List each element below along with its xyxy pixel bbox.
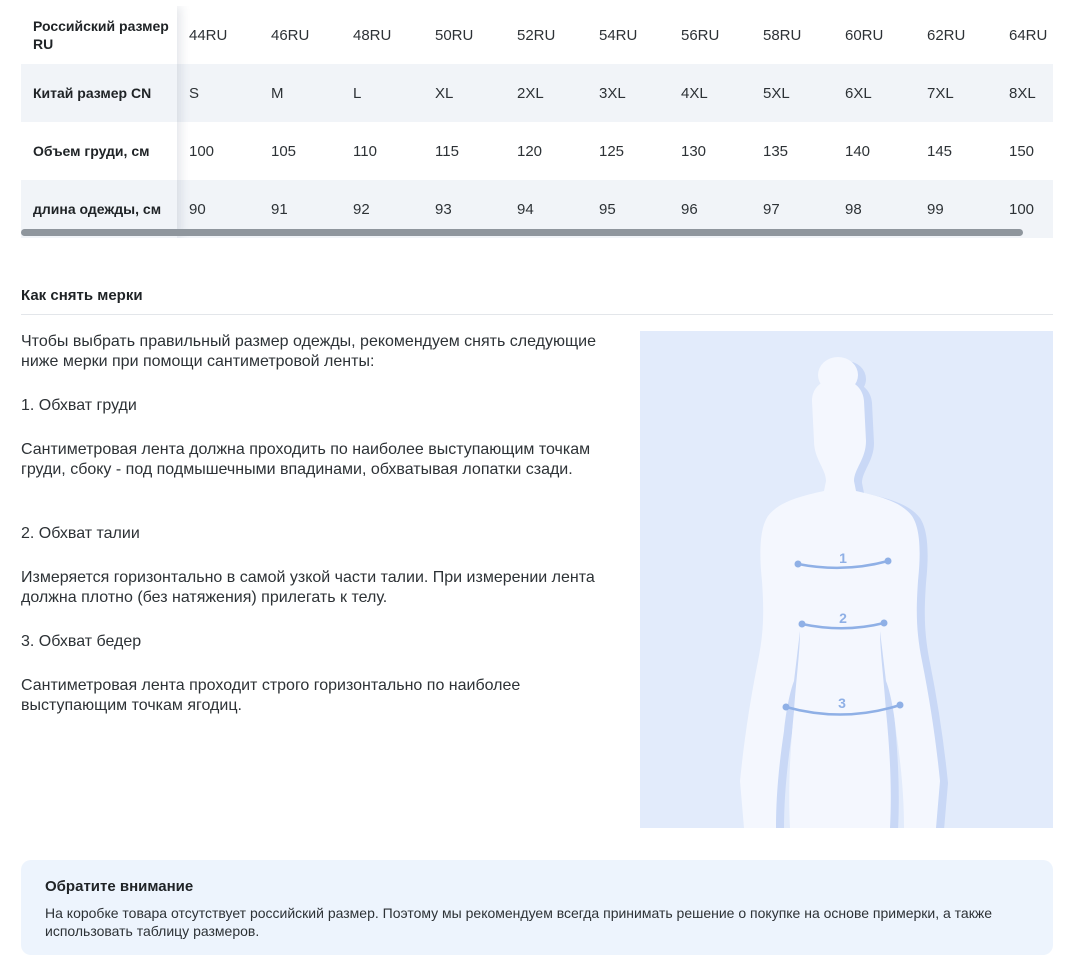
- table-cell: 8XL: [1009, 84, 1036, 102]
- table-cell: 92: [353, 200, 370, 218]
- table-cell: 90: [189, 200, 206, 218]
- table-row-cn-size: [21, 64, 1053, 122]
- table-cell: 6XL: [845, 84, 872, 102]
- row-label: длина одежды, см: [21, 180, 177, 238]
- row-label: Китай размер CN: [21, 64, 177, 122]
- table-cell: 105: [271, 142, 297, 160]
- table-cell: XL: [435, 84, 454, 102]
- table-cell: 46RU: [271, 26, 310, 44]
- table-cell: 130: [681, 142, 707, 160]
- waist-heading: 2. Обхват талии: [21, 525, 140, 542]
- notice-title: Обратите внимание: [45, 878, 194, 895]
- table-cell: 48RU: [353, 26, 392, 44]
- section-title: Как снять мерки: [21, 287, 143, 304]
- table-cell: L: [353, 84, 362, 102]
- table-cell: 100: [1009, 200, 1035, 218]
- table-cell: S: [189, 84, 200, 102]
- table-cell: 60RU: [845, 26, 884, 44]
- table-cell: 125: [599, 142, 625, 160]
- chest-text: Сантиметровая лента должна проходить по наиболее выступающим точкам груди, сбоку - под подмышечными впадинами, обхватывая лопатки сзади.: [21, 441, 591, 478]
- female-silhouette-icon: [640, 331, 1053, 828]
- table-cell: 58RU: [763, 26, 802, 44]
- table-row-ru-size: [21, 6, 1053, 64]
- table-cell: 95: [599, 200, 616, 218]
- table-cell: 99: [927, 200, 944, 218]
- hips-text: Сантиметровая лента проходит строго горизонтально по наиболее выступающим точкам ягодиц.: [21, 677, 521, 714]
- table-cell: 110: [353, 142, 377, 160]
- row-label: Объем груди, см: [21, 122, 177, 180]
- table-horizontal-scrollbar[interactable]: [21, 229, 1023, 236]
- table-cell: 4XL: [681, 84, 708, 102]
- table-cell: 150: [1009, 142, 1035, 160]
- table-cell: 140: [845, 142, 871, 160]
- notice-box: [21, 860, 1053, 955]
- table-row-chest: [21, 122, 1053, 180]
- scrollbar-thumb[interactable]: [21, 229, 1023, 236]
- table-cell: 94: [517, 200, 534, 218]
- table-cell: 64RU: [1009, 26, 1048, 44]
- table-cell: 93: [435, 200, 452, 218]
- table-cell: 62RU: [927, 26, 966, 44]
- hips-heading: 3. Обхват бедер: [21, 633, 142, 650]
- table-cell: 50RU: [435, 26, 474, 44]
- table-cell: 54RU: [599, 26, 638, 44]
- table-cell: 98: [845, 200, 862, 218]
- table-cell: 145: [927, 142, 953, 160]
- section-divider: [21, 314, 1053, 315]
- table-cell: 56RU: [681, 26, 720, 44]
- marker-chest: 1: [839, 550, 847, 566]
- table-cell: 3XL: [599, 84, 626, 102]
- table-cell: 7XL: [927, 84, 954, 102]
- notice-text: На коробке товара отсутствует российский размер. Поэтому мы рекомендуем всегда принимать решение о покупке на основе примерки, а также использовать таблицу размеров.: [45, 905, 992, 939]
- chest-heading: 1. Обхват груди: [21, 397, 137, 414]
- table-cell: 135: [763, 142, 789, 160]
- table-cell: 115: [435, 142, 459, 160]
- body-measurement-illustration: [640, 331, 1053, 828]
- waist-text: Измеряется горизонтально в самой узкой части талии. При измерении лента должна плотно (без натяжения) прилегать к телу.: [21, 569, 595, 606]
- table-cell: 44RU: [189, 26, 228, 44]
- table-cell: 2XL: [517, 84, 544, 102]
- table-cell: 96: [681, 200, 698, 218]
- table-cell: 5XL: [763, 84, 790, 102]
- table-cell: 97: [763, 200, 780, 218]
- intro-text: Чтобы выбрать правильный размер одежды, рекомендуем снять следующие ниже мерки при помощи сантиметровой ленты:: [21, 333, 596, 370]
- size-table: [21, 6, 1053, 238]
- table-cell: 100: [189, 142, 215, 160]
- table-cell: 52RU: [517, 26, 556, 44]
- row-label: Российский размер RU: [21, 6, 177, 64]
- marker-hips: 3: [838, 695, 846, 711]
- table-cell: 120: [517, 142, 543, 160]
- table-cell: 91: [271, 200, 288, 218]
- table-cell: M: [271, 84, 284, 102]
- marker-waist: 2: [839, 610, 847, 626]
